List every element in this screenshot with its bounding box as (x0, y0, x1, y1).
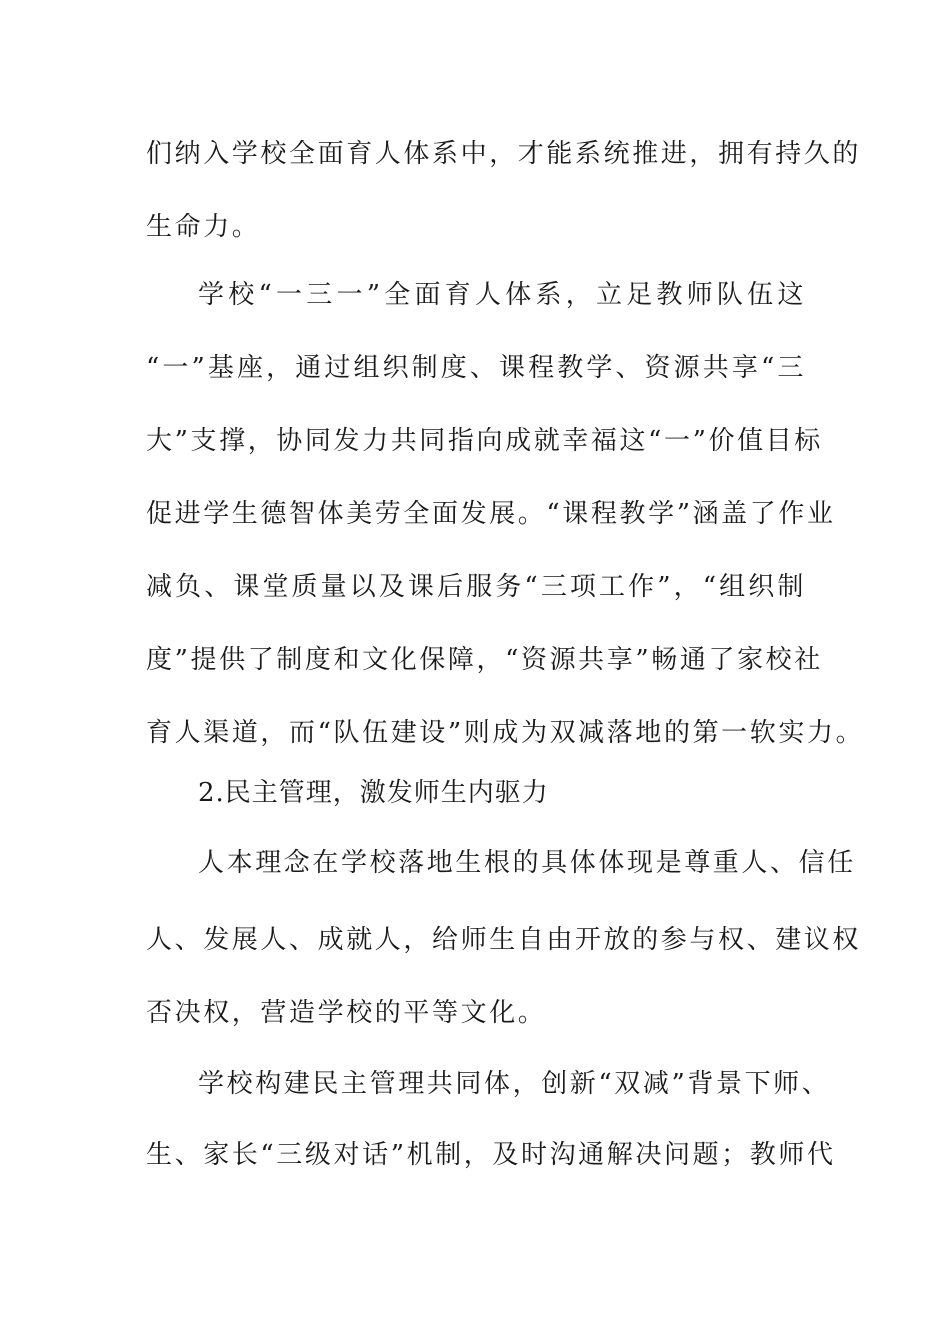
paragraph-line: 大”支撑，协同发力共同指向成就幸福这“一”价值目标 (146, 426, 823, 456)
paragraph-line: 人本理念在学校落地生根的具体体现是尊重人、信任 (198, 848, 856, 878)
paragraph-line: 减负、课堂质量以及课后服务“三项工作”，“组织制 (146, 572, 806, 602)
paragraph-line: 学校“一三一”全面育人体系，立足教师队伍这 (198, 280, 806, 310)
paragraph-line: 学校构建民主管理共同体，创新“双减”背景下师、 (198, 1069, 831, 1099)
paragraph-line: 度”提供了制度和文化保障，“资源共享”畅通了家校社 (146, 645, 823, 675)
paragraph-line: 们纳入学校全面育人体系中，才能系统推进，拥有持久的 (146, 139, 862, 169)
paragraph-line: 育人渠道，而“队伍建设”则成为双减落地的第一软实力。 (146, 718, 865, 748)
paragraph-line: 生、家长“三级对话”机制，及时沟通解决问题；教师代 (146, 1140, 836, 1170)
paragraph-line: 促进学生德智体美劳全面发展。“课程教学”涵盖了作业 (146, 499, 836, 529)
section-heading: 2.民主管理，激发师生内驱力 (198, 778, 549, 808)
paragraph-line: 人、发展人、成就人，给师生自由开放的参与权、建议权 (146, 925, 862, 955)
paragraph-line: “一”基座，通过组织制度、课程教学、资源共享“三 (146, 353, 806, 383)
paragraph-line: 否决权，营造学校的平等文化。 (146, 998, 547, 1028)
paragraph-line: 生命力。 (146, 212, 261, 242)
